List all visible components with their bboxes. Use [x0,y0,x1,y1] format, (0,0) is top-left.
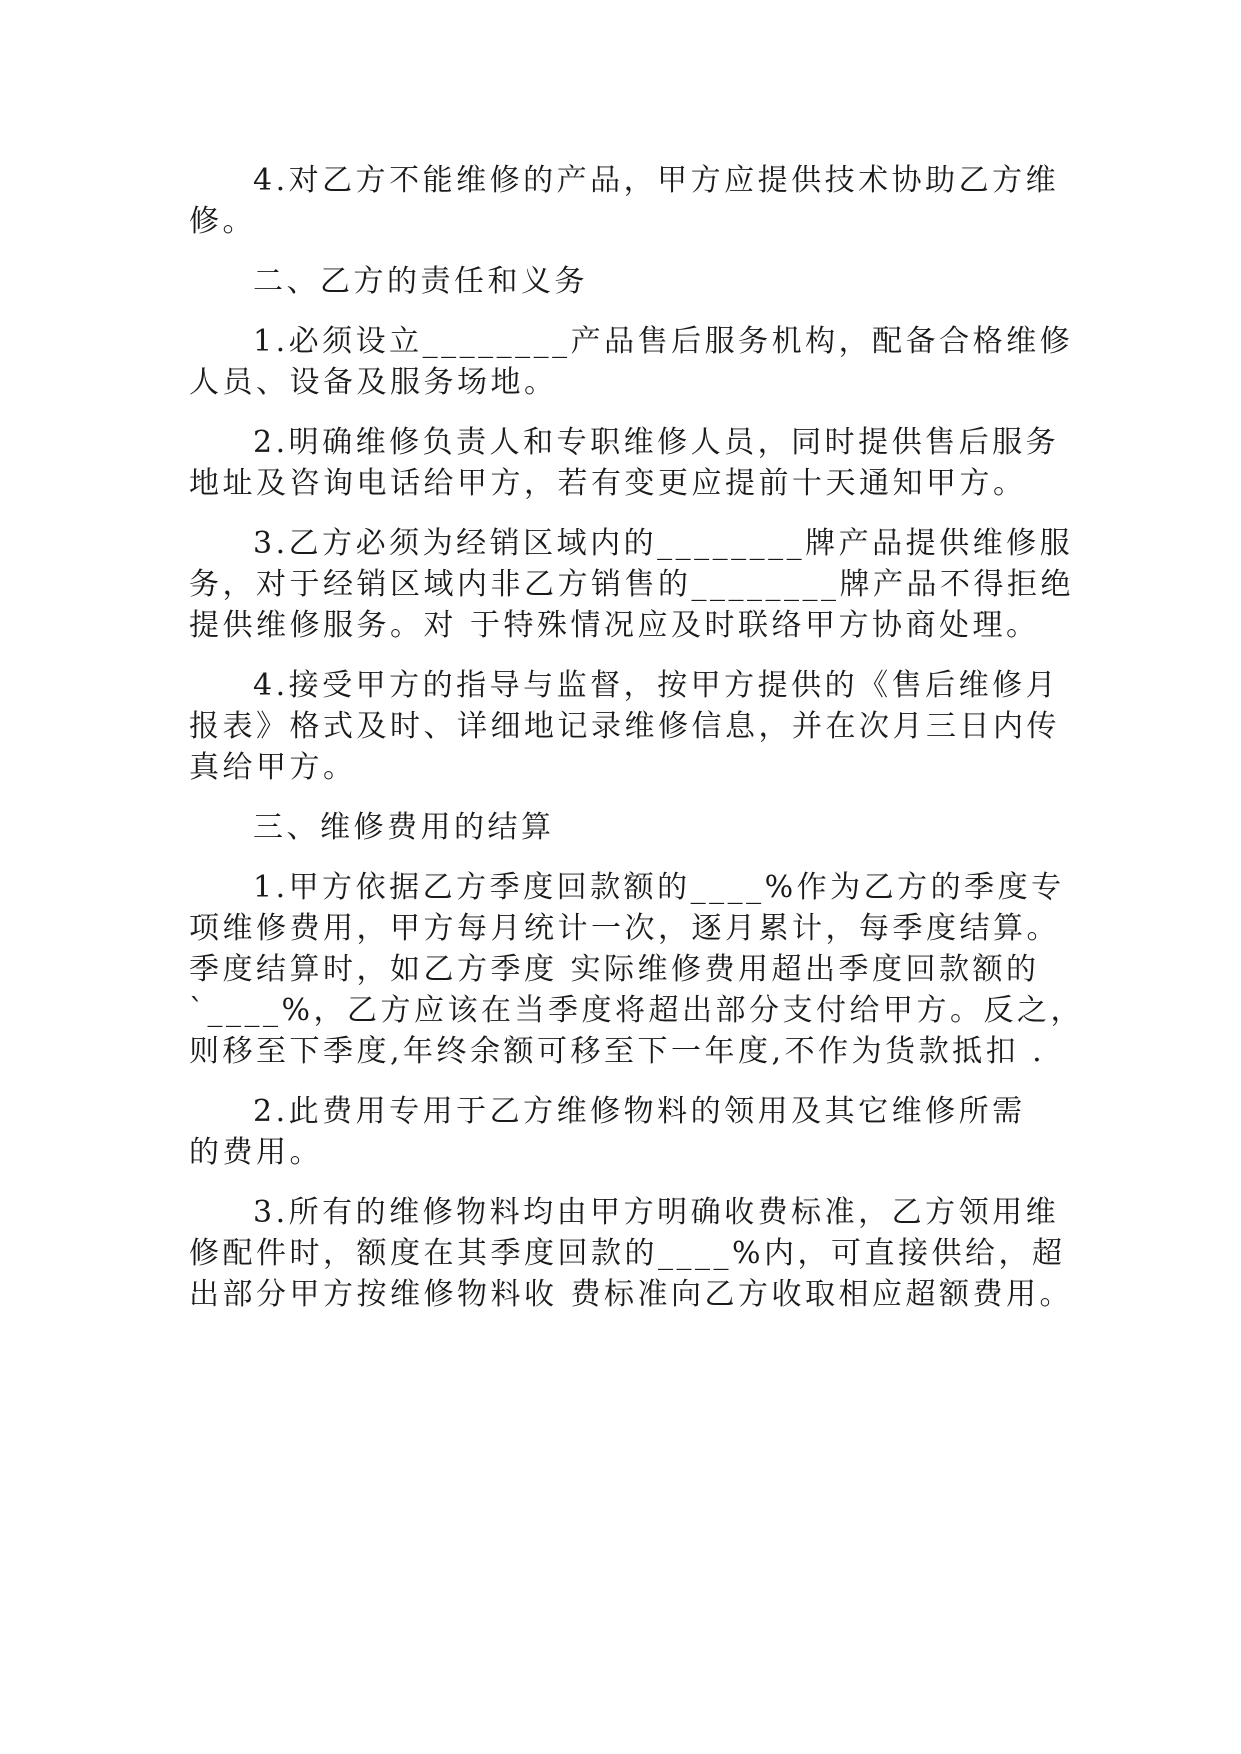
paragraph-item-2-maintenance-staff [189,422,1060,504]
text-line: 报表》格式及时、详细地记录维修信息，并在次月三日内传 [189,709,1060,744]
text-line: 项维修费用，甲方每月统计一次，逐月累计，每季度结算。 [189,911,1060,946]
text-line: 2.此费用专用于乙方维修物料的领用及其它维修所需 [253,1094,1026,1129]
text-line: 4.对乙方不能维修的产品，甲方应提供技术协助乙方维 [253,163,1060,198]
text-line: 修配件时，额度在其季度回款的____%内，可直接供给，超 [189,1236,1066,1271]
text-line: 季度结算时，如乙方季度 实际维修费用超出季度回款额的 [189,952,1040,987]
text-line: 提供维修服务。对 于特殊情况应及时联络甲方协商处理。 [189,608,1040,643]
text-line: 4.接受甲方的指导与监督，按甲方提供的《售后维修月 [253,668,1060,703]
text-line: 修。 [189,204,256,239]
text-line: 出部分甲方按维修物料收 费标准向乙方收取相应超额费用。 [189,1277,1074,1312]
paragraph-item-4-monthly-report [189,665,1060,788]
text-line: 务，对于经销区域内非乙方销售的________牌产品不得拒绝 [189,567,1074,602]
text-line: 人员、设备及服务场地。 [189,365,558,400]
text-line: 则移至下季度,年终余额可移至下一年度,不作为货款抵扣 . [189,1034,1046,1069]
text-line: 1.甲方依据乙方季度回款额的____%作为乙方的季度专 [253,870,1065,905]
document-body [189,160,1085,1315]
heading-line: 二、乙方的责任和义务 [253,264,588,299]
text-line: 1.必须设立________产品售后服务机构，配备合格维修 [253,324,1074,359]
paragraph-item-2-fee-usage [189,1091,1054,1173]
text-line: 3.乙方必须为经销区域内的________牌产品提供维修服 [253,526,1074,561]
text-line: 真给甲方。 [189,750,357,785]
paragraph-item-1-quarterly-fees [189,867,1085,1072]
text-line: 2.明确维修负责人和专职维修人员，同时提供售后服务 [253,425,1060,460]
paragraph-item-4-technical-assistance [189,160,1060,242]
text-line: 地址及咨询电话给甲方，若有变更应提前十天通知甲方。 [189,466,1027,501]
paragraph-item-3-material-charges [189,1192,1074,1315]
section-heading-fee-settlement [189,807,1054,848]
heading-line: 三、维修费用的结算 [253,810,555,845]
text-line: `____%，乙方应该在当季度将超出部分支付给甲方。反之， [189,993,1085,1028]
section-heading-party-b-duties [189,261,1054,302]
paragraph-item-3-repair-service [189,523,1074,646]
text-line: 3.所有的维修物料均由甲方明确收费标准，乙方领用维 [253,1195,1060,1230]
paragraph-item-1-service-agency [189,321,1074,403]
text-line: 的费用。 [189,1135,323,1170]
